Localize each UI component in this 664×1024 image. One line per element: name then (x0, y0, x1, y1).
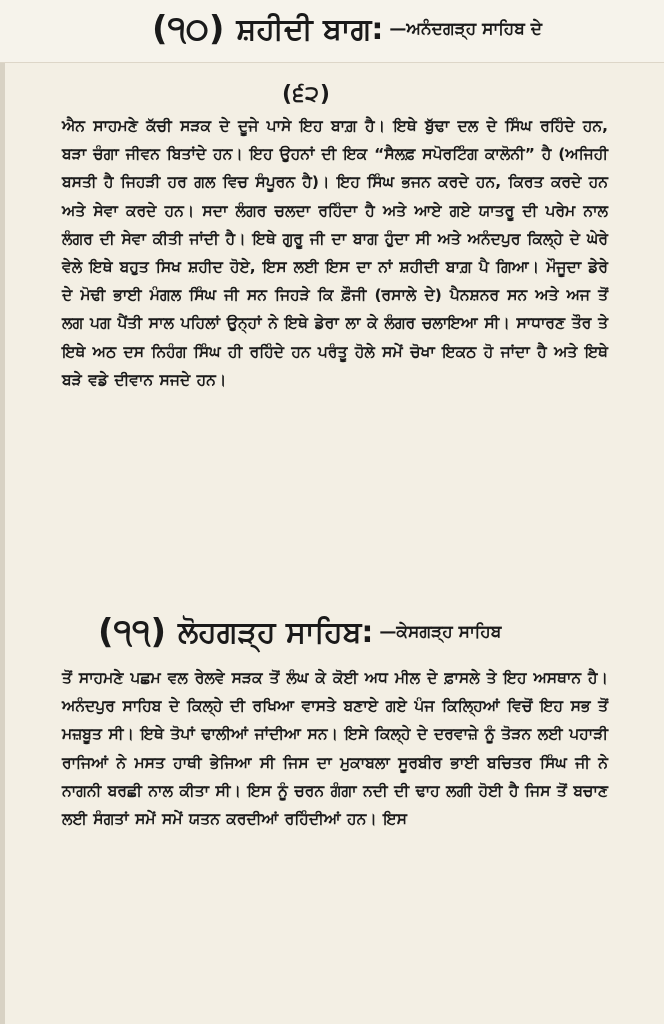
section-heading-11 (98, 606, 608, 658)
section-title: ਸ਼ਹੀਦੀ ਬਾਗ: (236, 11, 384, 47)
page-edge (0, 0, 5, 1024)
body-paragraph-2: ਤੋਂ ਸਾਹਮਣੇ ਪਛਮ ਵਲ ਰੇਲਵੇ ਸੜਕ ਤੋਂ ਲੰਘ ਕੇ ਕੋਈ ਅਧ ਮੀਲ ਦੇ ਫ਼ਾਸਲੇ ਤੇ ਇਹ ਅਸਥਾਨ ਹੈ। ਅਨੰਦਪੁਰ ਸਾਹਿਬ ਦੇ ਕਿਲ੍ਹੇ ਦੀ ਰਖਿਆ ਵਾਸਤੇ ਬਣਾਏ ਗਏ ਪੰਜ ਕਿਲ੍ਹਿਆਂ ਵਿਚੋਂ ਇਹ ਸਭ ਤੋਂ ਮਜ਼ਬੂਤ ਸੀ। ਇਥੇ ਤੋਪਾਂ ਢਾਲੀਆਂ ਜਾਂਦੀਆ ਸਨ। ਇਸੇ ਕਿਲ੍ਹੇ ਦੇ ਦਰਵਾਜ਼ੇ ਨੂੰ ਤੋੜਨ ਲਈ ਪਹਾੜੀ ਰਾਜਿਆਂ ਨੇ ਮਸਤ ਹਾਥੀ ਭੇਜਿਆ ਸੀ ਜਿਸ ਦਾ ਮੁਕਾਬਲਾ ਸੂਰਬੀਰ ਭਾਈ ਬਚਿਤਰ ਸਿੰਘ ਜੀ ਨੇ ਨਾਗਨੀ ਬਰਛੀ ਨਾਲ ਕੀਤਾ ਸੀ। ਇਸ ਨੂੰ ਚਰਨ ਗੰਗਾ ਨਦੀ ਦੀ ਢਾਹ ਲਗੀ ਹੋਈ ਹੈ ਜਿਸ ਤੋਂ ਬਚਾਣ ਲਈ ਸੰਗਤਾਂ ਸਮੇਂ ਸਮੇਂ ਯਤਨ ਕਰਦੀਆਂ ਰਹਿੰਦੀਆਂ ਹਨ। ਇਸ (62, 669, 608, 829)
section-subtitle: —ਅਨੰਦਗੜ੍ਹ ਸਾਹਿਬ ਦੇ (389, 19, 543, 39)
section-heading-10 (152, 2, 652, 56)
section-number: (੧੦) (152, 9, 225, 49)
body-paragraph-1: ਐਨ ਸਾਹਮਣੇ ਕੱਚੀ ਸੜਕ ਦੇ ਦੂਜੇ ਪਾਸੇ ਇਹ ਬਾਗ਼ ਹੈ। ਇਥੇ ਬੁੱਢਾ ਦਲ ਦੇ ਸਿੰਘ ਰਹਿੰਦੇ ਹਨ, ਬੜਾ ਚੰਗਾ ਜੀਵਨ ਬਿਤਾਂਦੇ ਹਨ। ਇਹ ਉਹਨਾਂ ਦੀ ਇਕ “ਸੈਲਫ਼ ਸਪੋਰਟਿੰਗ ਕਾਲੋਨੀ” ਹੈ (ਅਜਿਹੀ ਬਸਤੀ ਹੈ ਜਿਹੜੀ ਹਰ ਗਲ ਵਿਚ ਸੰਪੂਰਨ ਹੈ)। ਇਹ ਸਿੰਘ ਭਜਨ ਕਰਦੇ ਹਨ, ਕਿਰਤ ਕਰਦੇ ਹਨ ਅਤੇ ਸੇਵਾ ਕਰਦੇ ਹਨ। ਸਦਾ ਲੰਗਰ ਚਲਦਾ ਰਹਿੰਦਾ ਹੈ ਅਤੇ ਆਏ ਗਏ ਯਾਤਰੂ ਦੀ ਪਰੇਮ ਨਾਲ ਲੰਗਰ ਦੀ ਸੇਵਾ ਕੀਤੀ ਜਾਂਦੀ ਹੈ। ਇਥੇ ਗੁਰੂ ਜੀ ਦਾ ਬਾਗ ਹੁੰਦਾ ਸੀ ਅਤੇ ਅਨੰਦਪੁਰ ਕਿਲ੍ਹੇ ਦੇ ਘੇਰੇ ਵੇਲੇ ਇਥੇ ਬਹੁਤ ਸਿਖ ਸ਼ਹੀਦ ਹੋਏ, ਇਸ ਲਈ ਇਸ ਦਾ ਨਾਂ ਸ਼ਹੀਦੀ ਬਾਗ਼ ਪੈ ਗਿਆ। ਮੌਜੂਦਾ ਡੇਰੇ ਦੇ ਮੋਢੀ ਭਾਈ ਮੰਗਲ ਸਿੰਘ ਜੀ ਸਨ ਜਿਹੜੇ ਕਿ ਫ਼ੌਜੀ (ਰਸਾਲੇ ਦੇ) ਪੈਨਸ਼ਨਰ ਸਨ ਅਤੇ ਅਜ ਤੋਂ ਲਗ ਪਗ ਪੈਂਤੀ ਸਾਲ ਪਹਿਲਾਂ ਉਨ੍ਹਾਂ ਨੇ ਇਥੇ ਡੇਰਾ ਲਾ ਕੇ ਲੰਗਰ ਚਲਾਇਆ ਸੀ। ਸਾਧਾਰਣ ਤੌਰ ਤੇ ਇਥੇ ਅਠ ਦਸ ਨਿਹੰਗ ਸਿੰਘ ਹੀ ਰਹਿੰਦੇ ਹਨ ਪਰੰਤੂ ਹੋਲੇ ਸਮੇਂ ਚੋਖਾ ਇਕਠ ਹੋ ਜਾਂਦਾ ਹੈ ਅਤੇ ਇਥੇ ਬੜੇ ਵਡੇ ਦੀਵਾਨ ਸਜਦੇ ਹਨ। (62, 117, 608, 389)
section-title: ਲੋਹਗੜ੍ਹ ਸਾਹਿਬ: (178, 614, 374, 650)
section-subtitle: —ਕੇਸਗੜ੍ਹ ਸਾਹਿਬ (379, 622, 502, 642)
page-number: (੬੨) (282, 82, 331, 107)
previous-page-strip (0, 0, 664, 63)
section-number: (੧੧) (98, 612, 167, 652)
